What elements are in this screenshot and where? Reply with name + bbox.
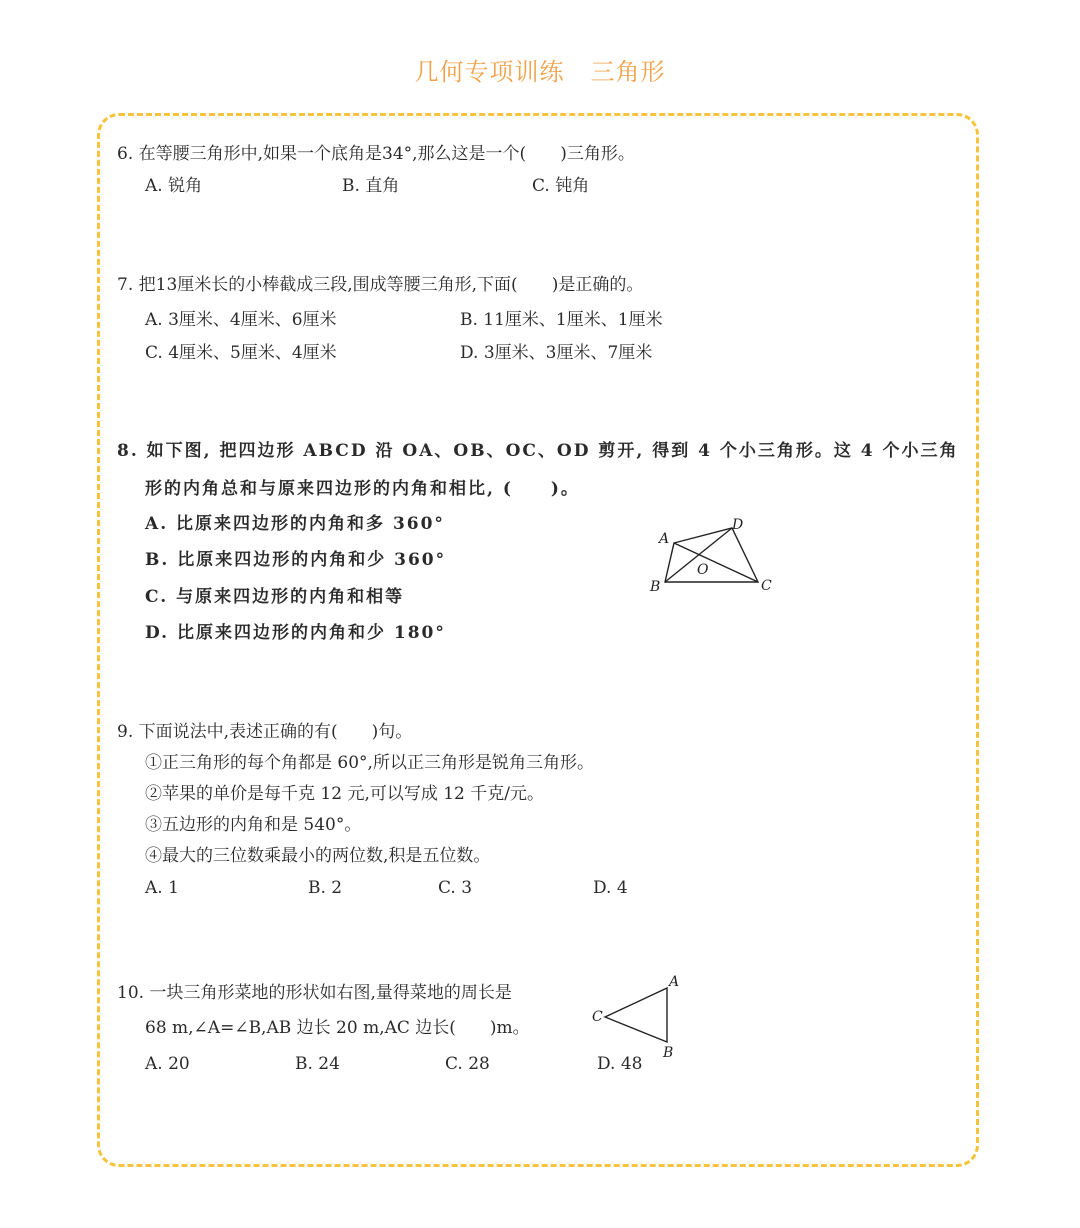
q9-option-b: B. 2 xyxy=(308,878,343,898)
label-o: O xyxy=(697,562,709,578)
label-c: C xyxy=(761,578,772,594)
label-a: A xyxy=(669,974,680,990)
q8-option-a: A. 比原来四边形的内角和多 360° xyxy=(145,514,445,534)
q7-option-a: A. 3厘米、4厘米、6厘米 xyxy=(145,310,337,330)
q10-option-c: C. 28 xyxy=(445,1054,490,1074)
q8-stem-line1: 8. 如下图, 把四边形 ABCD 沿 OA、OB、OC、OD 剪开, 得到 4 个小三角形。这 4 个小三角 xyxy=(117,441,959,461)
q8-stem-line2: 形的内角总和与原来四边形的内角和相比, ( )。 xyxy=(145,479,580,499)
label-a: A xyxy=(659,531,670,547)
quadrilateral-abcd-figure xyxy=(640,510,790,600)
triangle-lines xyxy=(605,988,667,1042)
q6-option-c: C. 钝角 xyxy=(532,176,590,196)
q8-option-b: B. 比原来四边形的内角和少 360° xyxy=(145,550,447,570)
q10-option-d: D. 48 xyxy=(597,1054,643,1074)
q9-option-d: D. 4 xyxy=(593,878,628,898)
q8-option-c: C. 与原来四边形的内角和相等 xyxy=(145,587,405,607)
q6-option-b: B. 直角 xyxy=(342,176,400,196)
q6-stem: 6. 在等腰三角形中,如果一个底角是34°,那么这是一个( )三角形。 xyxy=(117,144,635,164)
q10-stem-line1: 10. 一块三角形菜地的形状如右图,量得菜地的周长是 xyxy=(117,983,512,1003)
q9-statement-1: ①正三角形的每个角都是 60°,所以正三角形是锐角三角形。 xyxy=(145,753,594,773)
q9-statement-3: ③五边形的内角和是 540°。 xyxy=(145,815,362,835)
q9-option-a: A. 1 xyxy=(145,878,179,898)
q9-stem: 9. 下面说法中,表述正确的有( )句。 xyxy=(117,722,413,742)
q7-option-d: D. 3厘米、3厘米、7厘米 xyxy=(460,343,653,363)
label-b: B xyxy=(663,1045,674,1061)
q9-option-c: C. 3 xyxy=(438,878,473,898)
q10-option-a: A. 20 xyxy=(145,1054,190,1074)
page-title: 几何专项训练 三角形 xyxy=(414,58,666,86)
q7-stem: 7. 把13厘米长的小棒截成三段,围成等腰三角形,下面( )是正确的。 xyxy=(117,275,644,295)
q7-option-c: C. 4厘米、5厘米、4厘米 xyxy=(145,343,337,363)
q6-option-a: A. 锐角 xyxy=(145,176,203,196)
quadrilateral-lines xyxy=(665,528,758,582)
q9-statement-4: ④最大的三位数乘最小的两位数,积是五位数。 xyxy=(145,846,491,866)
triangle-abc-figure xyxy=(588,970,688,1065)
q10-stem-line2: 68 m,∠A=∠B,AB 边长 20 m,AC 边长( )m。 xyxy=(145,1018,530,1038)
label-d: D xyxy=(732,517,744,533)
q8-option-d: D. 比原来四边形的内角和少 180° xyxy=(145,623,446,643)
q10-option-b: B. 24 xyxy=(295,1054,340,1074)
label-c: C xyxy=(592,1009,603,1025)
label-b: B xyxy=(650,579,661,595)
q7-option-b: B. 11厘米、1厘米、1厘米 xyxy=(460,310,663,330)
q9-statement-2: ②苹果的单价是每千克 12 元,可以写成 12 千克/元。 xyxy=(145,784,545,804)
